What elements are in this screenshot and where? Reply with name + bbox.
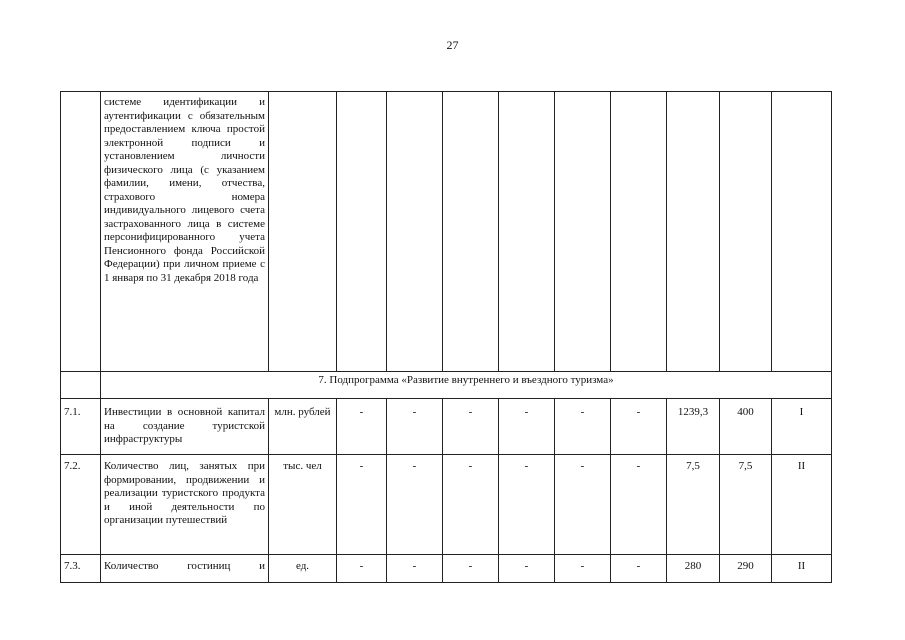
value-cell: -: [499, 399, 555, 455]
value-cell: [555, 92, 611, 372]
row-number-cell: 7.2.: [61, 455, 101, 555]
category-cell: II: [772, 555, 832, 583]
unit-cell: ед.: [269, 555, 337, 583]
row-number-cell: 7.1.: [61, 399, 101, 455]
indicator-name-cell: системе идентификации и аутентификации с обязательным предоставлением ключа простой электронной подписи и установлением личности физического лица (с указанием фамилии, имени, отчества, страхового номера индивидуального лицевого счета застрахованного лица в системе персонифицированного учета Пенсионного фонда Российской Федерации) при личном приеме с 1 января по 31 декабря 2018 года: [101, 92, 269, 372]
value-cell: [720, 92, 772, 372]
table-row: [61, 555, 832, 583]
value-cell: -: [443, 455, 499, 555]
value-cell: -: [337, 455, 387, 555]
value-cell: 400: [720, 399, 772, 455]
value-cell: -: [499, 455, 555, 555]
indicator-name-cell: Количество гостиниц и: [101, 555, 269, 583]
value-cell: -: [499, 555, 555, 583]
value-cell: [499, 92, 555, 372]
value-cell: 1239,3: [667, 399, 720, 455]
value-cell: -: [611, 399, 667, 455]
unit-cell: млн. рублей: [269, 399, 337, 455]
table-row-continuation: [61, 92, 832, 372]
value-cell: [611, 92, 667, 372]
value-cell: [667, 92, 720, 372]
value-cell: -: [443, 399, 499, 455]
table-row: [61, 399, 832, 455]
value-cell: [337, 92, 387, 372]
value-cell: -: [387, 455, 443, 555]
page-number: 27: [446, 38, 459, 52]
value-cell: -: [387, 399, 443, 455]
row-number-cell: [61, 92, 101, 372]
indicators-table: [60, 91, 832, 583]
value-cell: -: [555, 555, 611, 583]
row-number-cell: [61, 372, 101, 399]
table-row: [61, 455, 832, 555]
category-cell: I: [772, 399, 832, 455]
value-cell: [443, 92, 499, 372]
unit-cell: тыс. чел: [269, 455, 337, 555]
value-cell: -: [555, 455, 611, 555]
section-row: [61, 372, 832, 399]
value-cell: 7,5: [720, 455, 772, 555]
unit-cell: [269, 92, 337, 372]
indicator-name-cell: Количество лиц, занятых при формировании, продвижении и реализации туристского продукта и иной деятельности по организации путешествий: [101, 455, 269, 555]
value-cell: -: [337, 555, 387, 583]
value-cell: -: [337, 399, 387, 455]
value-cell: -: [611, 455, 667, 555]
row-number-cell: 7.3.: [61, 555, 101, 583]
value-cell: 280: [667, 555, 720, 583]
value-cell: -: [555, 399, 611, 455]
value-cell: [387, 92, 443, 372]
value-cell: -: [387, 555, 443, 583]
category-cell: II: [772, 455, 832, 555]
value-cell: 290: [720, 555, 772, 583]
value-cell: -: [611, 555, 667, 583]
indicator-name-cell: Инвестиции в основной капитал на создание туристской инфраструктуры: [101, 399, 269, 455]
category-cell: [772, 92, 832, 372]
section-title: 7. Подпрограмма «Развитие внутреннего и въездного туризма»: [101, 372, 832, 399]
value-cell: -: [443, 555, 499, 583]
value-cell: 7,5: [667, 455, 720, 555]
